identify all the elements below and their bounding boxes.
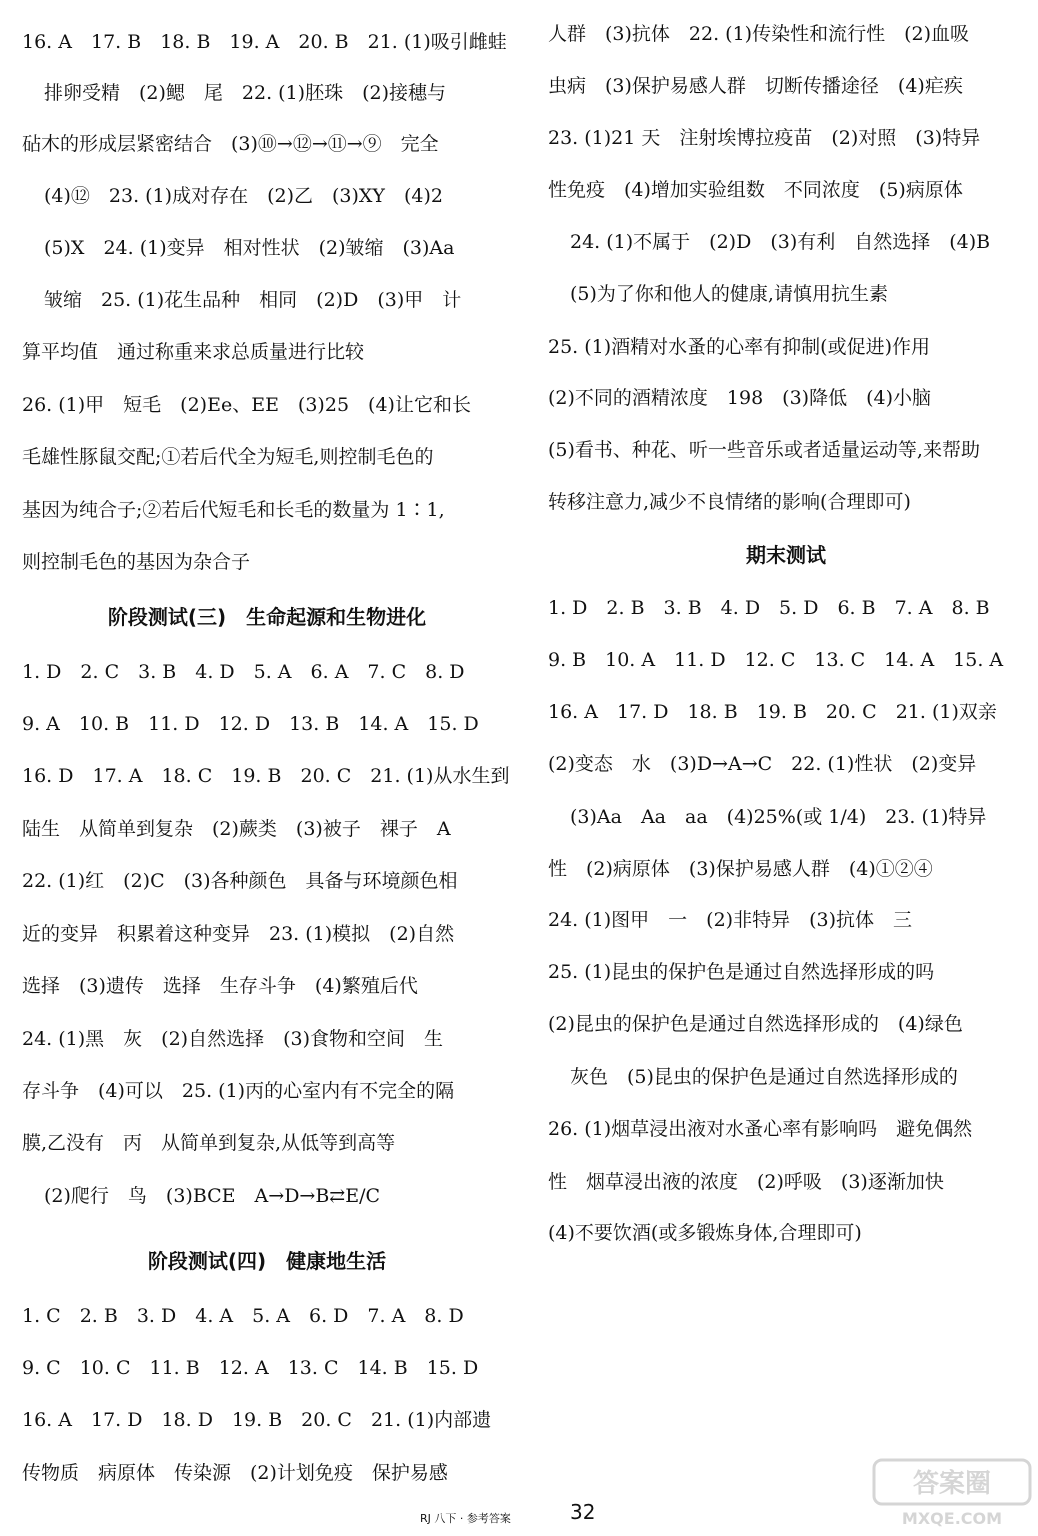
answer-line: (4)不要饮酒(或多锻炼身体,合理即可) [548, 1222, 862, 1244]
answer-line: 1. D 2. C 3. B 4. D 5. A 6. A 7. C 8. D [22, 661, 465, 683]
answer-line: 砧木的形成层紧密结合 (3)⑩→⑫→⑪→⑨ 完全 [22, 133, 439, 155]
answer-line: 性 烟草浸出液的浓度 (2)呼吸 (3)逐渐加快 [548, 1171, 944, 1193]
page-footer [420, 1500, 620, 1532]
answer-line: 26. (1)甲 短毛 (2)Ee、EE (3)25 (4)让它和长 [22, 394, 471, 416]
answer-line: 性 (2)病原体 (3)保护易感人群 (4)①②④ [548, 858, 933, 880]
answer-line: 23. (1)21 天 注射埃博拉疫苗 (2)对照 (3)特异 [548, 127, 981, 149]
answer-line: (4)⑫ 23. (1)成对存在 (2)乙 (3)XY (4)2 [44, 185, 443, 207]
watermark-sub: MXQE.COM [901, 1509, 1003, 1528]
answer-line: (5)看书、种花、听一些音乐或者适量运动等,来帮助 [548, 439, 980, 461]
answer-line: 16. A 17. D 18. B 19. B 20. C 21. (1)双亲 [548, 701, 997, 723]
answer-line: 16. A 17. D 18. D 19. B 20. C 21. (1)内部遗 [22, 1409, 492, 1431]
answer-line: 性免疫 (4)增加实验组数 不同浓度 (5)病原体 [548, 179, 963, 201]
answer-line: 算平均值 通过称重来求总质量进行比较 [22, 341, 365, 363]
answer-line: 近的变异 积累着这种变异 23. (1)模拟 (2)自然 [22, 923, 455, 945]
section-heading-final: 期末测试 [746, 543, 826, 567]
footer-label: RJ 八下 · 参考答案 [420, 1512, 511, 1525]
answer-line: 存斗争 (4)可以 25. (1)丙的心室内有不完全的隔 [22, 1080, 455, 1102]
answer-line: 9. A 10. B 11. D 12. D 13. B 14. A 15. D [22, 713, 479, 735]
answer-line: 传物质 病原体 传染源 (2)计划免疫 保护易感 [22, 1462, 448, 1484]
answer-line: 25. (1)昆虫的保护色是通过自然选择形成的吗 [548, 961, 935, 983]
answer-line: (5)为了你和他人的健康,请慎用抗生素 [570, 283, 888, 305]
answer-line: 则控制毛色的基因为杂合子 [22, 551, 251, 573]
answer-line: 虫病 (3)保护易感人群 切断传播途径 (4)疟疾 [548, 75, 963, 97]
answer-line: 24. (1)黑 灰 (2)自然选择 (3)食物和空间 生 [22, 1028, 443, 1050]
section-heading-4: 阶段测试(四) 健康地生活 [147, 1249, 387, 1273]
answer-line: 26. (1)烟草浸出液对水蚤心率有影响吗 避免偶然 [548, 1118, 973, 1140]
answer-line: 基因为纯合子;②若后代短毛和长毛的数量为 1∶1, [22, 499, 445, 521]
answer-line: 灰色 (5)昆虫的保护色是通过自然选择形成的 [570, 1066, 958, 1088]
answer-line: 1. C 2. B 3. D 4. A 5. A 6. D 7. A 8. D [22, 1305, 464, 1327]
answer-line: 24. (1)不属于 (2)D (3)有利 自然选择 (4)B [570, 231, 991, 253]
answer-line: 皱缩 25. (1)花生品种 相同 (2)D (3)甲 计 [44, 289, 462, 311]
answer-line: (2)昆虫的保护色是通过自然选择形成的 (4)绿色 [548, 1013, 963, 1035]
answer-line: 1. D 2. B 3. B 4. D 5. D 6. B 7. A 8. B [548, 597, 990, 619]
answer-line: 陆生 从简单到复杂 (2)蕨类 (3)被子 裸子 A [22, 818, 451, 840]
answer-line: 排卵受精 (2)鳃 尾 22. (1)胚珠 (2)接穗与 [44, 82, 446, 104]
watermark-logo [872, 1458, 1032, 1530]
answer-line: 9. B 10. A 11. D 12. C 13. C 14. A 15. A [548, 649, 1004, 671]
answer-line: (3)Aa Aa aa (4)25%(或 1/4) 23. (1)特异 [570, 806, 987, 828]
answer-line: (5)X 24. (1)变异 相对性状 (2)皱缩 (3)Aa [44, 237, 455, 259]
answer-line: (2)爬行 鸟 (3)BCE A→D→B⇄E/C [44, 1185, 381, 1207]
answer-line: 人群 (3)抗体 22. (1)传染性和流行性 (2)血吸 [548, 23, 969, 45]
answer-line: 膜,乙没有 丙 从简单到复杂,从低等到高等 [22, 1132, 396, 1154]
answer-line: 24. (1)图甲 一 (2)非特异 (3)抗体 三 [548, 909, 912, 931]
answer-line: (2)变态 水 (3)D→A→C 22. (1)性状 (2)变异 [548, 753, 977, 775]
answer-line: 25. (1)酒精对水蚤的心率有抑制(或促进)作用 [548, 336, 930, 358]
answer-line: 16. A 17. B 18. B 19. A 20. B 21. (1)吸引雌蛙 [22, 31, 507, 53]
answer-line: 毛雄性豚鼠交配;①若后代全为短毛,则控制毛色的 [22, 446, 434, 468]
answer-line: (2)不同的酒精浓度 198 (3)降低 (4)小脑 [548, 387, 932, 409]
watermark-text: 答案圈 [912, 1469, 992, 1499]
answer-line: 选择 (3)遗传 选择 生存斗争 (4)繁殖后代 [22, 975, 418, 997]
answer-line: 22. (1)红 (2)C (3)各种颜色 具备与环境颜色相 [22, 870, 458, 892]
section-heading-3: 阶段测试(三) 生命起源和生物进化 [107, 605, 427, 629]
answer-line: 转移注意力,减少不良情绪的影响(合理即可) [548, 491, 911, 513]
answer-line: 9. C 10. C 11. B 12. A 13. C 14. B 15. D [22, 1357, 479, 1379]
answer-line: 16. D 17. A 18. C 19. B 20. C 21. (1)从水生到 [22, 765, 510, 787]
page-number: 32 [570, 1500, 596, 1524]
